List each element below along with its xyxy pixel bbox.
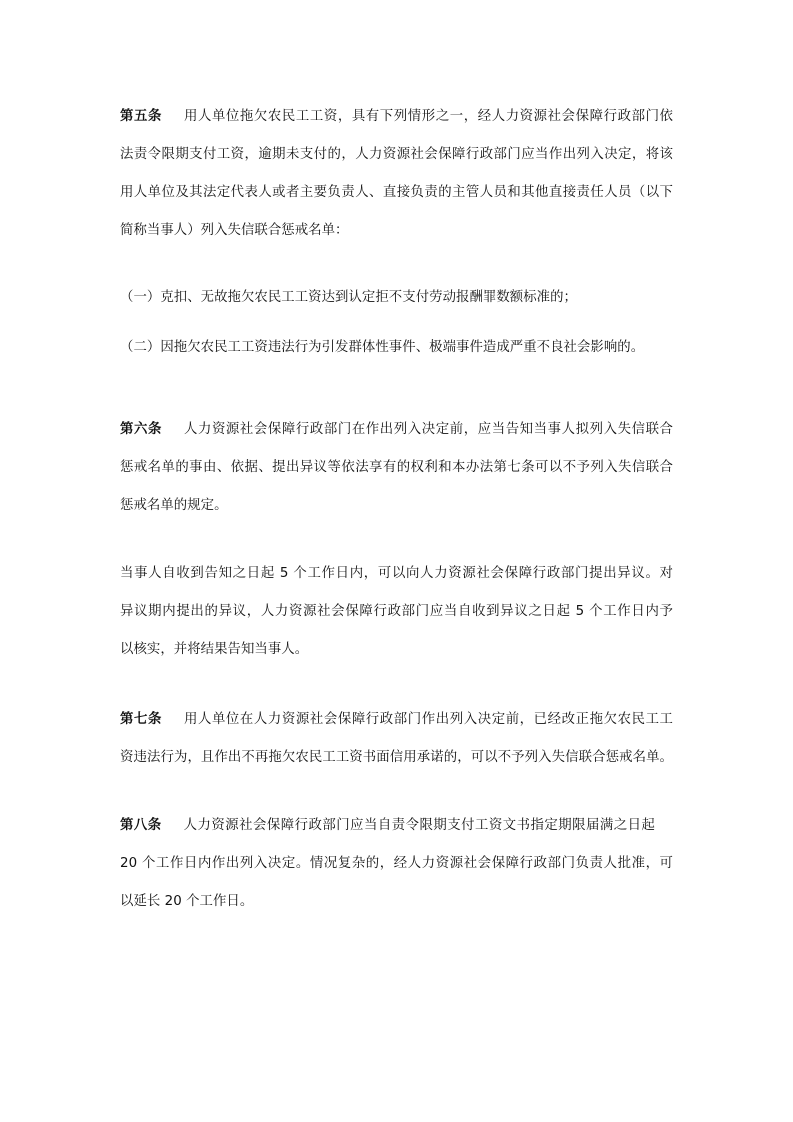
article-5-line-1 xyxy=(120,107,673,127)
article-6-line-3: 惩戒名单的规定。 xyxy=(120,498,228,513)
article-8-line-2: 20 个工作日内作出列入决定。情况复杂的，经人力资源社会保障行政部门负责人批准，可 xyxy=(120,856,673,871)
article-5-item-2: （二）因拖欠农民工工资违法行为引发群体性事件、极端事件造成严重不良社会影响的。 xyxy=(120,340,645,355)
article-6-line-2: 惩戒名单的事由、依据、提出异议等依法享有的权利和本办法第七条可以不予列入失信联合 xyxy=(120,460,673,475)
article-6-heading: 第六条 xyxy=(120,422,162,437)
article-8-heading: 第八条 xyxy=(120,818,162,833)
article-7-line-1 xyxy=(120,710,673,730)
article-5-item-1: （一）克扣、无故拖欠农民工工资达到认定拒不支付劳动报酬罪数额标准的； xyxy=(120,290,577,305)
article-7-heading: 第七条 xyxy=(120,712,162,727)
article-5-text: 用人单位拖欠农民工工资，具有下列情形之一，经人力资源社会保障行政部门依 xyxy=(183,109,673,124)
article-5-heading: 第五条 xyxy=(120,109,162,124)
article-6-para2-line-1: 当事人自收到告知之日起 5 个工作日内，可以向人力资源社会保障行政部门提出异议。对 xyxy=(120,566,673,581)
article-6-para2-line-2: 异议期内提出的异议，人力资源社会保障行政部门应当自收到异议之日起 5 个工作日内予 xyxy=(120,604,673,619)
article-8-line-3: 以延长 20 个工作日。 xyxy=(120,894,254,909)
article-6-para2-line-3: 以核实，并将结果告知当事人。 xyxy=(120,642,309,657)
article-5-line-3: 用人单位及其法定代表人或者主要负责人、直接负责的主管人员和其他直接责任人员（以下 xyxy=(120,185,673,200)
article-6-text: 人力资源社会保障行政部门在作出列入决定前，应当告知当事人拟列入失信联合 xyxy=(183,422,673,437)
article-5-line-2: 法责令限期支付工资，逾期未支付的，人力资源社会保障行政部门应当作出列入决定，将该 xyxy=(120,147,673,162)
article-8-text: 人力资源社会保障行政部门应当自责令限期支付工资文书指定期限届满之日起 xyxy=(183,818,655,833)
article-5-line-4: 简称当事人）列入失信联合惩戒名单： xyxy=(120,223,349,238)
article-8-line-1 xyxy=(120,816,655,836)
article-7-line-2: 资违法行为，且作出不再拖欠农民工工资书面信用承诺的，可以不予列入失信联合惩戒名单。 xyxy=(120,750,673,765)
article-6-line-1 xyxy=(120,420,673,440)
article-7-text: 用人单位在人力资源社会保障行政部门作出列入决定前，已经改正拖欠农民工工 xyxy=(183,712,673,727)
